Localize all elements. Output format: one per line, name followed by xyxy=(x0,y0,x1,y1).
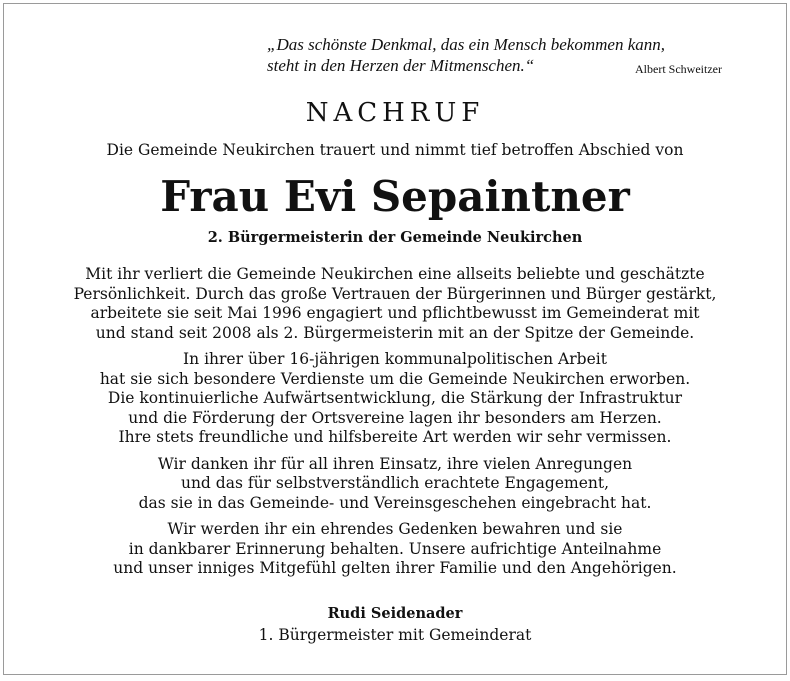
body-line: Wir werden ihr ein ehrendes Gedenken bewahren und sie xyxy=(167,520,623,538)
body-paragraph xyxy=(4,265,786,343)
body-paragraph xyxy=(4,520,786,579)
obituary-notice xyxy=(3,3,787,675)
notice-body xyxy=(4,265,786,586)
body-line: hat sie sich besondere Verdienste um die Gemeinde Neukirchen erworben. xyxy=(99,369,691,388)
signer-name: Rudi Seidenader xyxy=(327,605,463,622)
body-line: In ihrer über 16-jährigen kommunalpolitischen Arbeit xyxy=(183,350,607,368)
body-line: und unser inniges Mitgefühl gelten ihrer Familie und den Angehörigen. xyxy=(113,559,677,577)
body-line: das sie in das Gemeinde- und Vereinsgeschehen eingebracht hat. xyxy=(138,493,652,512)
intro-text: Die Gemeinde Neukirchen trauert und nimmt tief betroffen Abschied von xyxy=(106,141,684,159)
signer-title: 1. Bürgermeister mit Gemeinderat xyxy=(258,626,532,644)
quote-author: Albert Schweitzer xyxy=(635,62,722,76)
epigraph-quote xyxy=(267,34,757,76)
deceased-role: 2. Bürgermeisterin der Gemeinde Neukirchen xyxy=(207,229,583,246)
body-line: und das für selbstverständlich erachtete Engagement, xyxy=(180,474,610,492)
body-paragraph xyxy=(4,455,786,514)
body-line: in dankbarer Erinnerung behalten. Unsere aufrichtige Anteilnahme xyxy=(128,539,662,558)
body-line: arbeitete sie seit Mai 1996 engagiert und pflichtbewusst im Gemeinderat mit xyxy=(90,304,700,322)
body-line: und die Förderung der Ortsvereine lagen ihr besonders am Herzen. xyxy=(128,408,662,427)
body-line: und stand seit 2008 als 2. Bürgermeisterin mit an der Spitze der Gemeinde. xyxy=(95,323,695,342)
body-line: Ihre stets freundliche und hilfsbereite Art werden wir sehr vermissen. xyxy=(118,428,672,446)
notice-heading: NACHRUF xyxy=(305,98,485,128)
quote-line: „Das schönste Denkmal, das ein Mensch bekommen kann, xyxy=(267,35,665,54)
body-line: Die kontinuierliche Aufwärtsentwicklung, die Stärkung der Infrastruktur xyxy=(107,389,683,407)
body-line: Mit ihr verliert die Gemeinde Neukirchen eine allseits beliebte und geschätzte xyxy=(85,265,705,283)
quote-line: steht in den Herzen der Mitmenschen.“ xyxy=(267,56,535,75)
body-line: Wir danken ihr für all ihren Einsatz, ihre vielen Anregungen xyxy=(157,454,633,473)
body-line: Persönlichkeit. Durch das große Vertrauen der Bürgerinnen und Bürger gestärkt, xyxy=(73,284,717,303)
body-paragraph xyxy=(4,350,786,448)
deceased-name: Frau Evi Sepaintner xyxy=(160,172,630,221)
